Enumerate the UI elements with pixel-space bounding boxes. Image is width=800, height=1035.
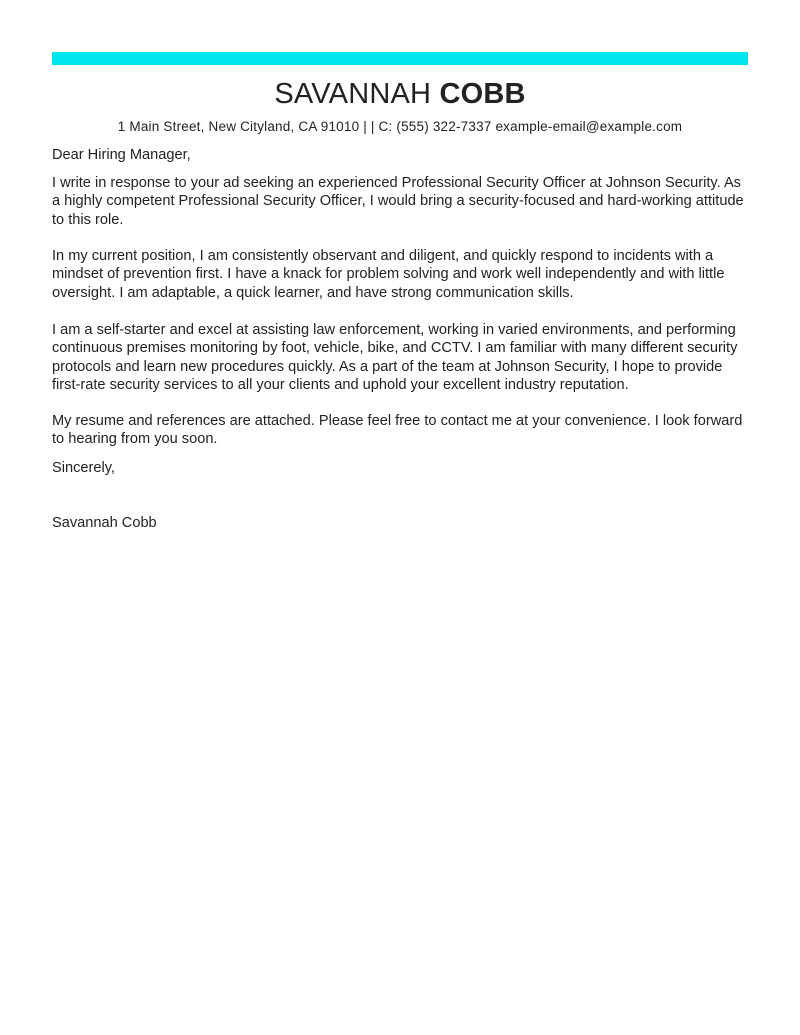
paragraph-4: My resume and references are attached. Please feel free to contact me at your convenience. I look forward to hearing from you soon. — [52, 413, 743, 448]
paragraph-3: I am a self-starter and excel at assisting law enforcement, working in varied environments, and performing continuous premises monitoring by foot, vehicle, bike, and CCTV. I am familiar with many different security protocols and learn new procedures quickly. As a part of the team at Johnson Security, I hope to provide first-rate security services to all your clients and uphold your excellent industry reputation. — [52, 322, 738, 394]
applicant-name — [52, 76, 748, 112]
signature: Savannah Cobb — [52, 515, 157, 531]
header-accent-bar — [52, 52, 748, 65]
salutation: Dear Hiring Manager, — [52, 147, 191, 163]
last-name: COBB — [439, 78, 526, 110]
first-name: SAVANNAH — [274, 78, 432, 110]
paragraph-2: In my current position, I am consistently observant and diligent, and quickly respond to incidents with a mindset of prevention first. I have a knack for problem solving and work well independently and with little oversight. I am adaptable, a quick learner, and have strong communication skills. — [52, 248, 725, 301]
contact-line: 1 Main Street, New Cityland, CA 91010 | | C: (555) 322-7337 example-email@example.com — [117, 119, 683, 134]
closing: Sincerely, — [52, 460, 115, 476]
paragraph-1: I write in response to your ad seeking an experienced Professional Security Officer at Johnson Security. As a highly competent Professional Security Officer, I would bring a security-focused and hard-working attitude to this role. — [52, 175, 744, 228]
